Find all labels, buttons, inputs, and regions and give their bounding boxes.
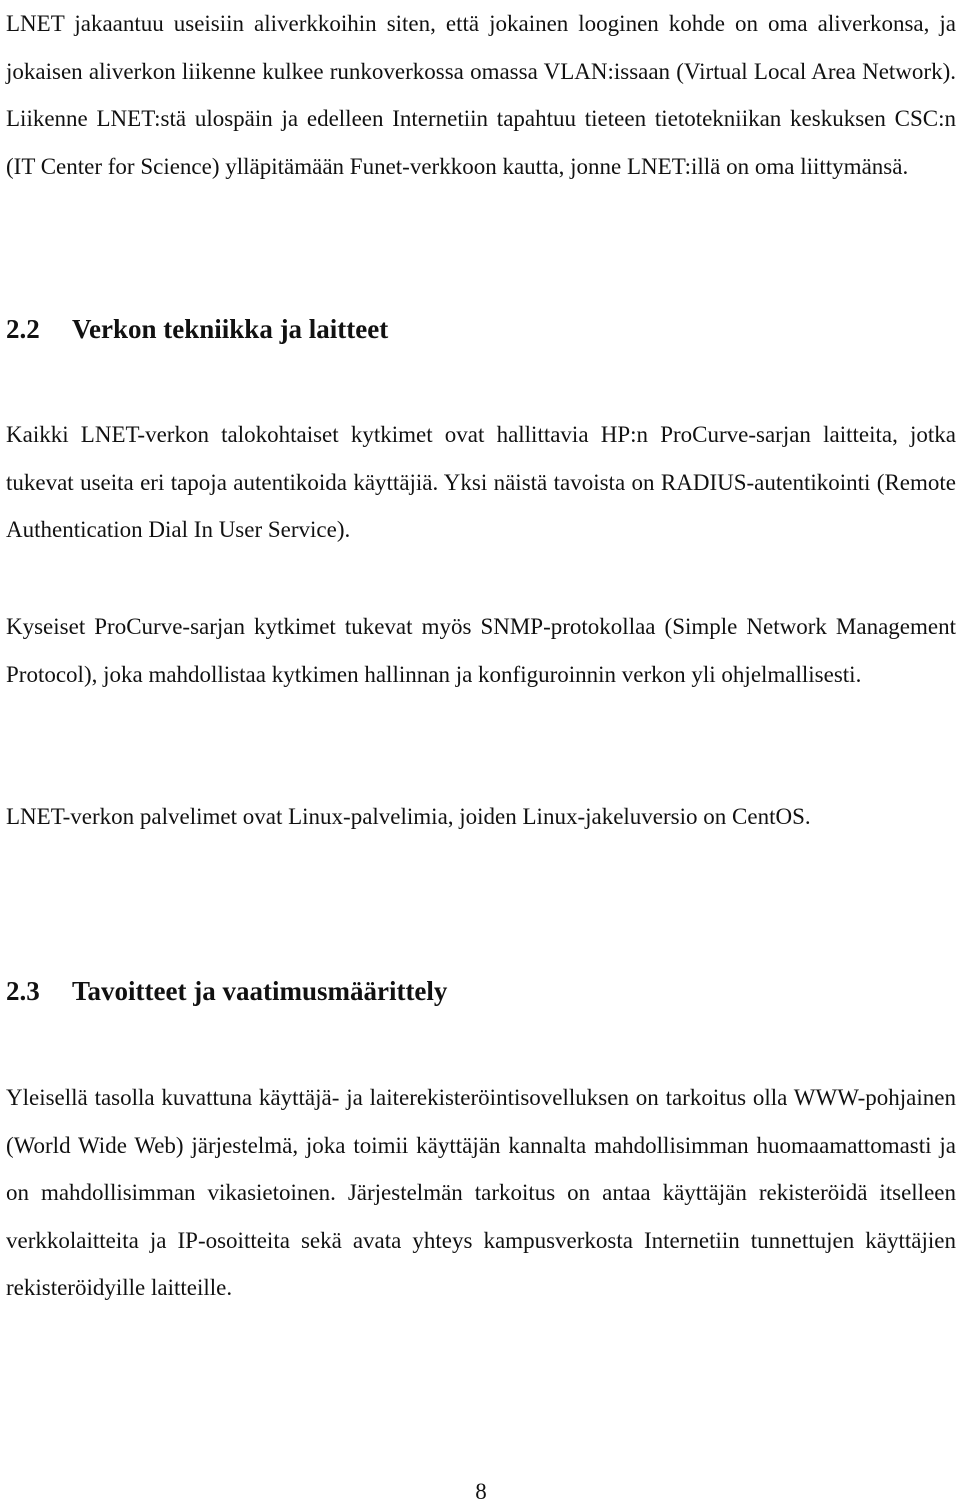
paragraph-goals: Yleisellä tasolla kuvattuna käyttäjä- ja laiterekisteröintisovelluksen on tarkoitus olla WWW-pohjainen (World Wide Web) järjestelmä, joka toimii käyttäjän kannalta mahdollisimman huomaamattomasti ja on mahdollisimman vikasietoinen. Järjestelmän tarkoitus on antaa käyttäjän rekisteröidä itselleen verkkolaitteita ja IP-osoitteita sekä avata yhteys kampusverkosta Internetiin tunnettujen käyttäjien rekisteröidyille laitteille. — [6, 1085, 956, 1300]
paragraph-switches: Kaikki LNET-verkon talokohtaiset kytkimet ovat hallittavia HP:n ProCurve-sarjan laitteita, jotka tukevat useita eri tapoja autentikoida käyttäjiä. Yksi näistä tavoista on RADIUS-autentikointi (Remote Authentication Dial In User Service). — [6, 422, 956, 542]
section-heading-2-3 — [6, 974, 447, 1008]
document-page — [6, 0, 956, 1504]
section-number: 2.2 — [6, 314, 40, 344]
section-title: Tavoitteet ja vaatimusmäärittely — [72, 976, 448, 1006]
page-number: 8 — [475, 1479, 487, 1504]
paragraph-intro: LNET jakaantuu useisiin aliverkkoihin siten, että jokainen looginen kohde on oma aliverkonsa, ja jokaisen aliverkon liikenne kulkee runkoverkossa omassa VLAN:issaan (Virtual Local Area Network). Liikenne LNET:stä ulospäin ja edelleen Internetiin tapahtuu tieteen tietotekniikan keskuksen CSC:n (IT Center for Science) ylläpitämään Funet-verkkoon kautta, jonne LNET:illä on oma liittymänsä. — [6, 11, 956, 179]
section-number: 2.3 — [6, 976, 40, 1006]
section-heading-2-2 — [6, 312, 388, 346]
paragraph-servers: LNET-verkon palvelimet ovat Linux-palvelimia, joiden Linux-jakeluversio on CentOS. — [6, 804, 811, 829]
section-title: Verkon tekniikka ja laitteet — [72, 314, 389, 344]
paragraph-snmp: Kyseiset ProCurve-sarjan kytkimet tukevat myös SNMP-protokollaa (Simple Network Management Protocol), joka mahdollistaa kytkimen hallinnan ja konfiguroinnin verkon yli ohjelmallisesti. — [6, 614, 956, 687]
